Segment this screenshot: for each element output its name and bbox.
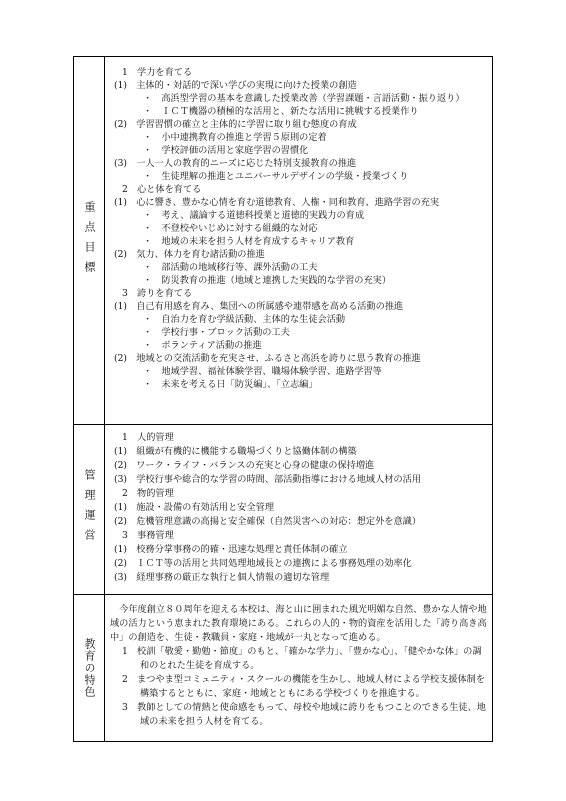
section-label: [74, 424, 104, 594]
heading-line: 1 人的管理: [122, 432, 174, 443]
section-label-text: 教育の特色: [83, 637, 96, 698]
sub-line: (2) 危機管理意識の高揚と安全確保（自然災害への対応：想定外を意識）: [114, 516, 422, 527]
bullet-line: ・ 地域学習、福祉体験学習、職場体験学習、進路学習等: [143, 366, 382, 377]
sub-line: (2) 気力、体力を育む諸活動の推進: [114, 249, 265, 260]
heading-line: 3 誇りを育てる: [122, 288, 193, 299]
section-label-text: 管理運営: [83, 469, 96, 549]
section-label: [74, 594, 104, 741]
bullet-line: ・ ＩＣＴ機器の積極的な活用と、新たな活用に挑戦する授業作り: [143, 106, 419, 117]
sub-line: (3) 一人一人の教育的ニーズに応じた特別支援教育の推進: [114, 158, 357, 169]
sub-line: (3) 経理事務の厳正な執行と個人情報の適切な管理: [114, 572, 330, 583]
section-content: [111, 66, 488, 391]
bullet-line: ・ 小中連携教育の推進と学習５原則の定着: [143, 132, 327, 143]
plan-table: [73, 56, 493, 742]
sub-line: (2) 地域との交流活動を充実させ、ふるさと高浜を誇りに思う教育の推進: [114, 353, 421, 364]
bullet-line: ・ 部活動の地域移行等、課外活動の工夫: [143, 262, 318, 273]
bullet-line: ・ 未来を考える日「防災編」、「立志編」: [143, 379, 318, 390]
section-label-text: 重点目標: [83, 200, 96, 281]
sub-line: (3) 学校行事や総合的な学習の時間、部活動指導における地域人材の活用: [114, 474, 422, 485]
sub-line: (2) ＩＣＴ等の活用と共同処理地域長との連携による事務処理の効率化: [114, 558, 412, 569]
sub-line: (1) 校務分掌事務の的確・迅速な処理と責任体制の確立: [114, 544, 348, 555]
sub-line: (1) 組織が有機的に機能する職場づくりと協働体制の構築: [114, 446, 357, 457]
sub-line: (1) 自己有用感を育み、集団への所属感や連帯感を高める活動の推進: [114, 301, 404, 312]
sub-line: (2) 学習習慣の確立と主体的に学習に取り組む態度の育成: [114, 119, 357, 130]
bullet-line: ・ 不登校やいじめに対する組織的な対応: [143, 223, 318, 234]
bullet-line: ・ 生徒理解の推進とユニバーサルデザインの学級・授業づくり: [143, 171, 409, 182]
feature-item: 2 まつやま型コミュニティ・スクールの機能を生かし、地域人材による学校支援体制を構築するとともに、家庭・地域とともにある学校づくりを推進する。: [122, 674, 486, 699]
section-management: [74, 424, 492, 595]
sub-line: (1) 心に響き、豊かな心情を育む道徳教育、人権・同和教育、進路学習の充実: [114, 197, 440, 208]
feature-item: 3 教師としての情熱と使命感をもって、母校や地域に誇りをもつことのできる生徒、地域の未来を担う人材を育てる。: [122, 702, 486, 727]
bullet-line: ・ 考え、議論する道徳科授業と道徳的実践力の育成: [143, 210, 365, 221]
section-educational-features: [74, 594, 492, 741]
bullet-line: ・ 学校評価の活用と家庭学習の習慣化: [143, 145, 309, 156]
section-priority-goals: [74, 57, 492, 425]
bullet-line: ・ 防災教育の推進（地域と連携した実践的な学習の充実）: [143, 275, 392, 286]
intro-paragraph: 今年度創立８０周年を迎える本校は、海と山に囲まれた風光明媚な自然、豊かな人情や地域の活力という恵まれた教育環境にある。これらの人的・物的資産を活用した「誇り高き高中」の創造を、生徒・教職員・家庭・地域が一丸となって進める。: [110, 604, 487, 643]
heading-line: 2 物的管理: [122, 488, 174, 499]
bullet-line: ・ 自治力を育む学級活動、主体的な生徒会活動: [143, 314, 346, 325]
feature-item: 1 校訓「敬愛・勤勉・節度」のもと、「確かな学力」、「豊かな心」、「健やかな体」の調和のとれた生徒を育成する。: [122, 646, 482, 671]
section-label: [74, 57, 104, 424]
bullet-line: ・ 高浜型学習の基本を意識した授業改善（学習課題・言語活動・振り返り）: [143, 93, 465, 104]
heading-line: 1 学力を育てる: [122, 67, 193, 78]
heading-line: 2 心と体を育てる: [122, 184, 202, 195]
bullet-line: ・ ボランティア活動の推進: [143, 340, 262, 351]
section-content: [111, 431, 488, 585]
section-content: [110, 603, 487, 729]
bullet-line: ・ 学校行事・ブロック活動の工夫: [143, 327, 290, 338]
bullet-line: ・ 地域の未来を担う人材を育成するキャリア教育: [143, 236, 355, 247]
sub-line: (1) 施設・設備の有効活用と安全管理: [114, 502, 275, 513]
sub-line: (1) 主体的・対話的で深い学びの実現に向けた授業の創造: [114, 80, 357, 91]
heading-line: 3 事務管理: [122, 530, 174, 541]
sub-line: (2) ワーク・ライフ・バランスの充実と心身の健康の保持増進: [114, 460, 375, 471]
